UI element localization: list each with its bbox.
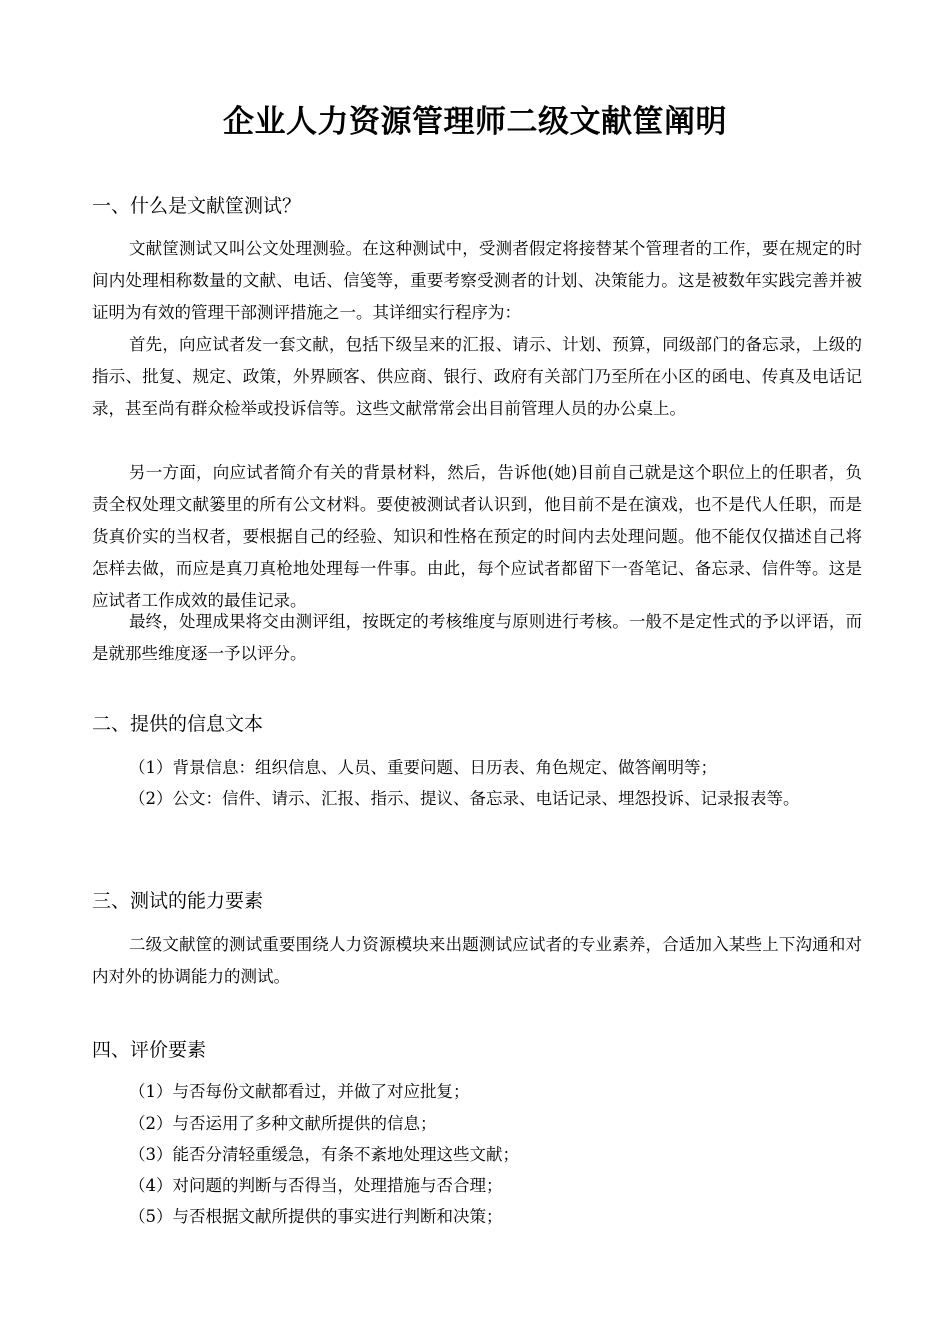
section-heading-3: 三、测试的能力要素 <box>92 890 264 912</box>
evaluation-item-3: （3）能否分清轻重缓急，有条不紊地处理这些文献； <box>129 1145 519 1164</box>
section-heading-4: 四、评价要素 <box>92 1039 207 1061</box>
section-heading-1: 一、什么是文献筐测试？ <box>92 195 302 217</box>
section-1-paragraph-3: 另一方面，向应试者简介有关的背景材料，然后，告诉他(她)目前自己就是这个职位上的任职者，负责全权处理文献篓里的所有公文材料。要使被测试者认识到，他目前不是在演戏，也不是代人任职，而是货真价实的当权者，要根据自己的经验、知识和性格在预定的时间内去处理问题。他不能仅仅描述自己将怎样去做，而应是真刀真枪地处理每一件事。由此，每个应试者都留下一沓笔记、备忘录、信件等。这是应试者工作成效的最佳记录。 <box>92 463 862 610</box>
section-1-paragraph-1: 文献筐测试又叫公文处理测验。在这种测试中，受测者假定将接替某个管理者的工作，要在规定的时间内处理相称数量的文献、电话、信笺等，重要考察受测者的计划、决策能力。这是被数年实践完善并被证明为有效的管理干部测评措施之一。其详细实行程序为： <box>92 239 862 322</box>
document-title: 企业人力资源管理师二级文献筐阐明 <box>223 104 727 140</box>
evaluation-item-2: （2）与否运用了多种文献所提供的信息； <box>129 1114 437 1133</box>
evaluation-item-4: （4）对问题的判断与否得当，处理措施与否合理； <box>129 1176 503 1195</box>
evaluation-item-1: （1）与否每份文献都看过，并做了对应批复； <box>129 1082 470 1101</box>
section-2-paragraph-2: （2）公文：信件、请示、汇报、指示、提议、备忘录、电话记录、埋怨投诉、记录报表等。 <box>129 789 800 808</box>
section-heading-2: 二、提供的信息文本 <box>92 713 264 735</box>
section-1-paragraph-2: 首先，向应试者发一套文献，包括下级呈来的汇报、请示、计划、预算，同级部门的备忘录，上级的指示、批复、规定、政策，外界顾客、供应商、银行、政府有关部门乃至所在小区的函电、传真及电话记录，甚至尚有群众检举或投诉信等。这些文献常常会出目前管理人员的办公桌上。 <box>92 335 862 418</box>
section-2-paragraph-1: （1）背景信息：组织信息、人员、重要问题、日历表、角色规定、做答阐明等； <box>129 758 717 777</box>
section-3-paragraph-1: 二级文献筐的测试重要围绕人力资源模块来出题测试应试者的专业素养，合适加入某些上下沟通和对内对外的协调能力的测试。 <box>92 935 862 986</box>
evaluation-item-5: （5）与否根据文献所提供的事实进行判断和决策； <box>129 1207 503 1226</box>
section-1-paragraph-4: 最终，处理成果将交由测评组，按既定的考核维度与原则进行考核。一般不是定性式的予以评语，而是就那些维度逐一予以评分。 <box>92 612 862 663</box>
